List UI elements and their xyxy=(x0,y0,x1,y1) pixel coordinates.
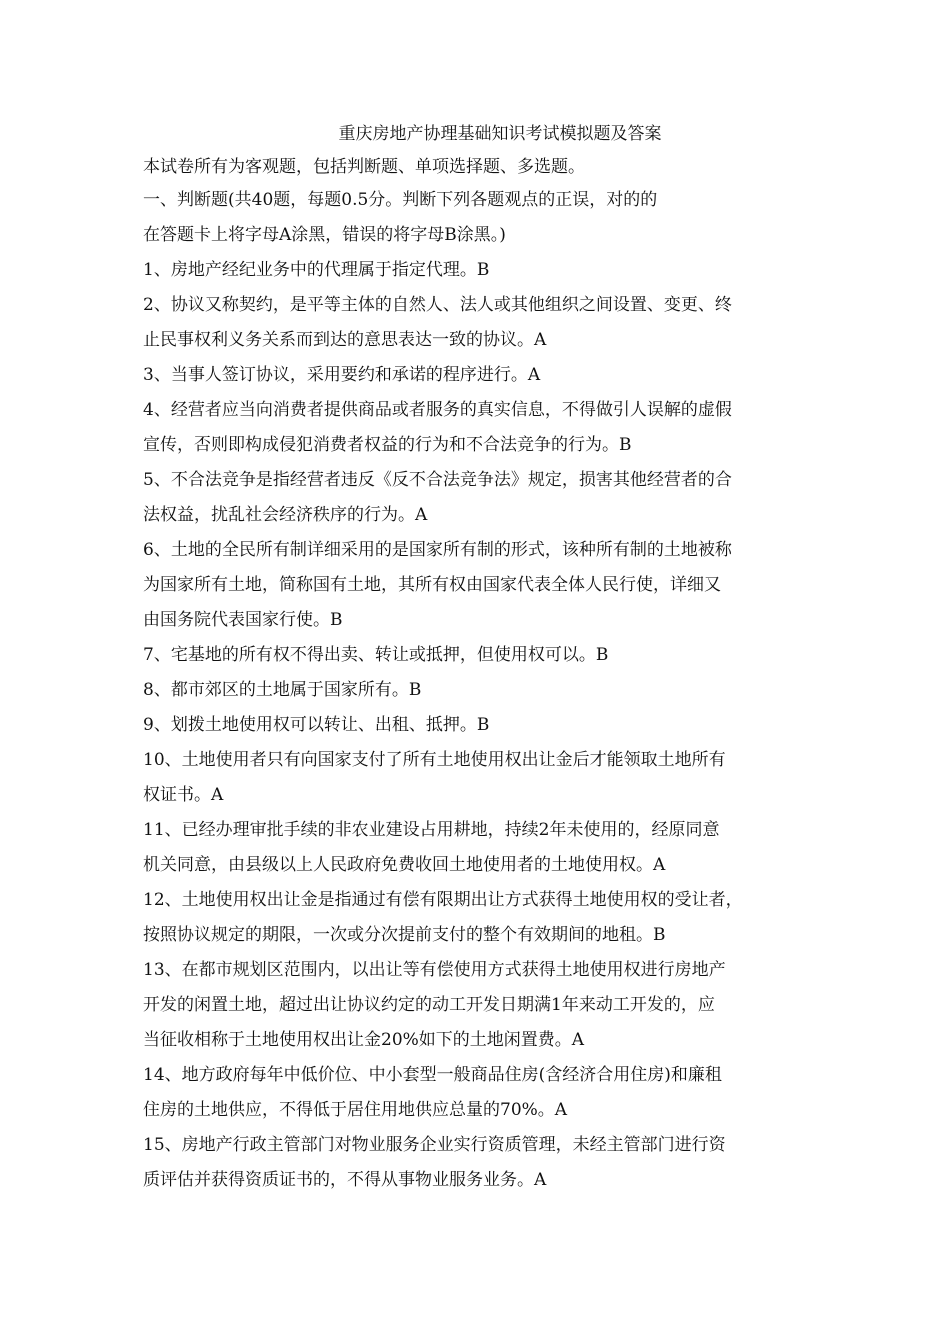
question-line: 法权益，扰乱社会经济秩序的行为。A xyxy=(143,505,428,525)
section-heading-line: 一、判断题(共40题，每题0.5分。判断下列各题观点的正误，对的的 xyxy=(143,190,658,210)
question-line: 9、划拨土地使用权可以转让、出租、抵押。B xyxy=(143,715,490,735)
document-text xyxy=(143,151,813,1198)
question-line: 为国家所有土地，简称国有土地，其所有权由国家代表全体人民行使，详细又 xyxy=(143,575,721,595)
question-line: 由国务院代表国家行使。B xyxy=(143,610,343,630)
question-line: 4、经营者应当向消费者提供商品或者服务的真实信息，不得做引人误解的虚假 xyxy=(143,400,732,420)
section-heading-line: 在答题卡上将字母A涂黑，错误的将字母B涂黑。) xyxy=(143,225,506,245)
question-line: 机关同意，由县级以上人民政府免费收回土地使用者的土地使用权。A xyxy=(143,855,666,875)
question-line: 权证书。A xyxy=(143,785,224,805)
question-line: 13、在都市规划区范围内，以出让等有偿使用方式获得土地使用权进行房地产 xyxy=(143,960,726,980)
question-line: 按照协议规定的期限，一次或分次提前支付的整个有效期间的地租。B xyxy=(143,925,666,945)
intro-line: 本试卷所有为客观题，包括判断题、单项选择题、多选题。 xyxy=(143,157,585,177)
question-line: 14、地方政府每年中低价位、中小套型一般商品住房(含经济合用住房)和廉租 xyxy=(143,1065,722,1085)
question-line: 11、已经办理审批手续的非农业建设占用耕地，持续2年未使用的，经原同意 xyxy=(143,820,720,840)
document-title: 重庆房地产协理基础知识考试模拟题及答案 xyxy=(338,124,662,144)
question-line: 开发的闲置土地，超过出让协议约定的动工开发日期满1年来动工开发的，应 xyxy=(143,995,715,1015)
question-line: 1、房地产经纪业务中的代理属于指定代理。B xyxy=(143,260,490,280)
question-line: 8、都市郊区的土地属于国家所有。B xyxy=(143,680,422,700)
question-line: 6、土地的全民所有制详细采用的是国家所有制的形式，该种所有制的土地被称 xyxy=(143,540,732,560)
question-line: 2、协议又称契约，是平等主体的自然人、法人或其他组织之间设置、变更、终 xyxy=(143,295,732,315)
document-body xyxy=(143,118,813,1198)
question-line: 3、当事人签订协议，采用要约和承诺的程序进行。A xyxy=(143,365,541,385)
question-line: 质评估并获得资质证书的，不得从事物业服务业务。A xyxy=(143,1170,547,1190)
question-line: 7、宅基地的所有权不得出卖、转让或抵押，但使用权可以。B xyxy=(143,645,609,665)
question-line: 住房的土地供应，不得低于居住用地供应总量的70%。A xyxy=(143,1100,568,1120)
question-line: 5、不合法竞争是指经营者违反《反不合法竞争法》规定，损害其他经营者的合 xyxy=(143,470,732,490)
question-line: 止民事权利义务关系而到达的意思表达一致的协议。A xyxy=(143,330,547,350)
question-line: 15、房地产行政主管部门对物业服务企业实行资质管理，未经主管部门进行资 xyxy=(143,1135,726,1155)
question-line: 宣传，否则即构成侵犯消费者权益的行为和不合法竞争的行为。B xyxy=(143,435,632,455)
question-line: 10、土地使用者只有向国家支付了所有土地使用权出让金后才能领取土地所有 xyxy=(143,750,726,770)
question-line: 当征收相称于土地使用权出让金20%如下的土地闲置费。A xyxy=(143,1030,585,1050)
question-line: 12、土地使用权出让金是指通过有偿有限期出让方式获得土地使用权的受让者， xyxy=(143,890,743,910)
